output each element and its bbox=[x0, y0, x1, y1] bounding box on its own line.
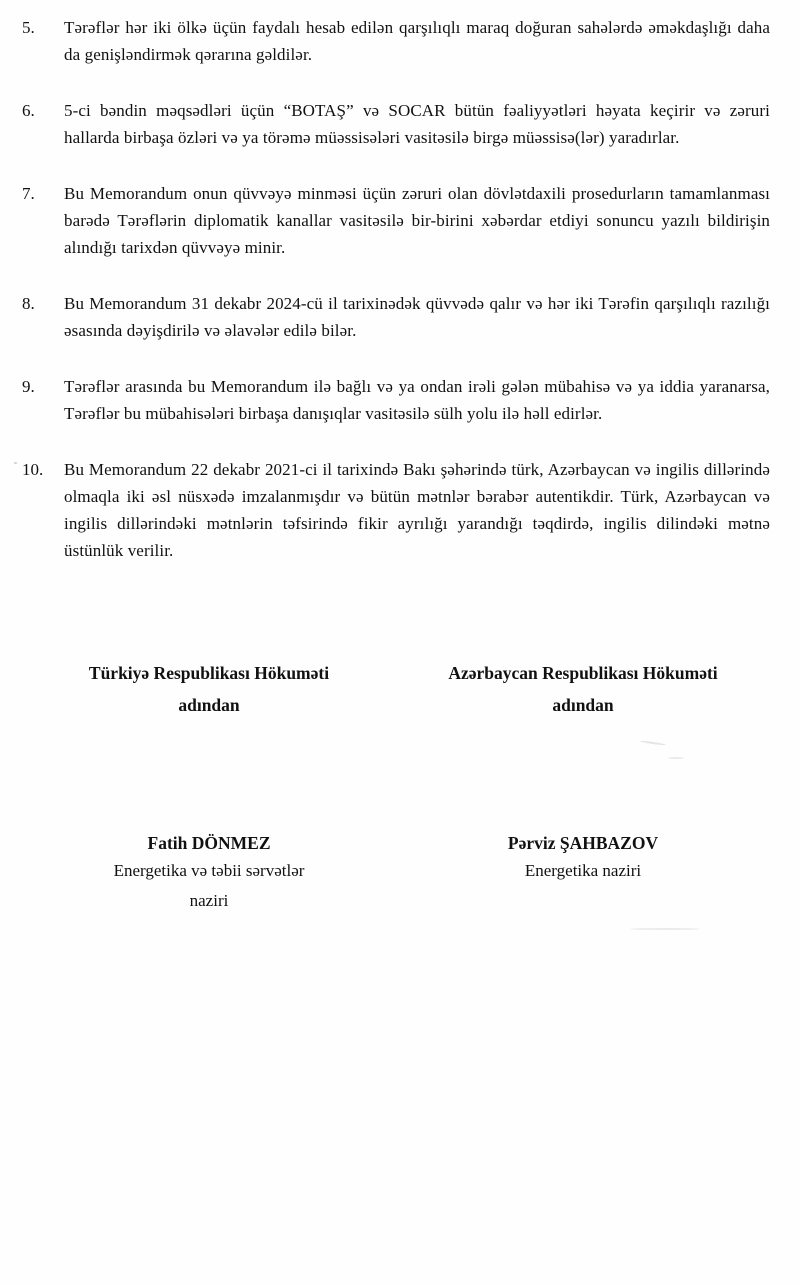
signature-authorities bbox=[0, 660, 800, 718]
list-item bbox=[22, 14, 770, 68]
list-item bbox=[22, 97, 770, 151]
on-behalf-label: adından bbox=[178, 695, 240, 715]
item-text: Tərəflər hər iki ölkə üçün faydalı hesab edilən qarşılıqlı maraq doğuran sahələrdə əməkdaşlığı daha da genişləndirmək qərarına gəldilər. bbox=[64, 18, 770, 64]
item-number: 9. bbox=[22, 377, 35, 396]
item-number: 5. bbox=[22, 18, 35, 37]
scan-artifact bbox=[668, 757, 684, 759]
signatory-name: Pərviz ŞAHBAZOV bbox=[507, 833, 659, 853]
item-text: 5-ci bəndin məqsədləri üçün “BOTAŞ” və SOCAR bütün fəaliyyətləri həyata keçirir və zəruri hallarda birbaşa özləri və ya törəmə müəssisələri vasitəsilə birgə müəssisə(lər) yaradırlar. bbox=[64, 101, 770, 147]
list-item bbox=[22, 373, 770, 427]
memorandum-clauses bbox=[0, 0, 800, 564]
on-behalf-label: adından bbox=[552, 695, 614, 715]
list-item bbox=[22, 180, 770, 261]
scan-artifact bbox=[14, 462, 17, 464]
list-item bbox=[22, 290, 770, 344]
signatory-title: Energetika naziri bbox=[524, 861, 642, 880]
signatory-azerbaijan bbox=[396, 830, 770, 916]
item-number: 7. bbox=[22, 184, 35, 203]
item-text: Bu Memorandum 31 dekabr 2024-cü il tarixinədək qüvvədə qalır və hər iki Tərəfin qarşılıqlı razılığı əsasında dəyişdirilə və əlavələr edilə bilər. bbox=[64, 294, 770, 340]
signatory-title: naziri bbox=[189, 891, 229, 910]
item-text: Bu Memorandum onun qüvvəyə minməsi üçün zəruri olan dövlətdaxili prosedurların tamamlanması barədə Tərəflərin diplomatik kanallar vasitəsilə bir-birini xəbərdar etdiyi sonuncu yazılı bildirişin alındığı tarixdən qüvvəyə minir. bbox=[64, 184, 770, 257]
item-number: 10. bbox=[22, 460, 44, 479]
list-item bbox=[22, 456, 770, 564]
authority-name: Türkiyə Respublikası Hökuməti bbox=[88, 663, 330, 683]
scan-artifact bbox=[640, 740, 666, 746]
scan-artifact bbox=[630, 928, 700, 930]
item-number: 6. bbox=[22, 101, 35, 120]
signature-block-turkey bbox=[22, 660, 396, 718]
item-number: 8. bbox=[22, 294, 35, 313]
signatory-turkey bbox=[22, 830, 396, 916]
signature-block-azerbaijan bbox=[396, 660, 770, 718]
signature-names bbox=[0, 830, 800, 916]
item-text: Tərəflər arasında bu Memorandum ilə bağlı və ya ondan irəli gələn mübahisə və ya iddia yaranarsa, Tərəflər bu mübahisələri birbaşa danışıqlar vasitəsilə sülh yolu ilə həll edirlər. bbox=[64, 377, 770, 423]
signatory-title: Energetika və təbii sərvətlər bbox=[113, 861, 305, 880]
signatory-name: Fatih DÖNMEZ bbox=[147, 833, 271, 853]
authority-name: Azərbaycan Respublikası Hökuməti bbox=[448, 663, 718, 683]
item-text: Bu Memorandum 22 dekabr 2021-ci il tarixində Bakı şəhərində türk, Azərbaycan və ingilis dillərində olmaqla iki əsl nüsxədə imzalanmışdır və bütün mətnlər bərabər autentikdir. Türk, Azərbaycan və ingilis dillərindəki mətnlərin təfsirində fikir ayrılığı yarandığı təqdirdə, ingilis dilindəki mətnə üstünlük verilir. bbox=[64, 460, 770, 560]
